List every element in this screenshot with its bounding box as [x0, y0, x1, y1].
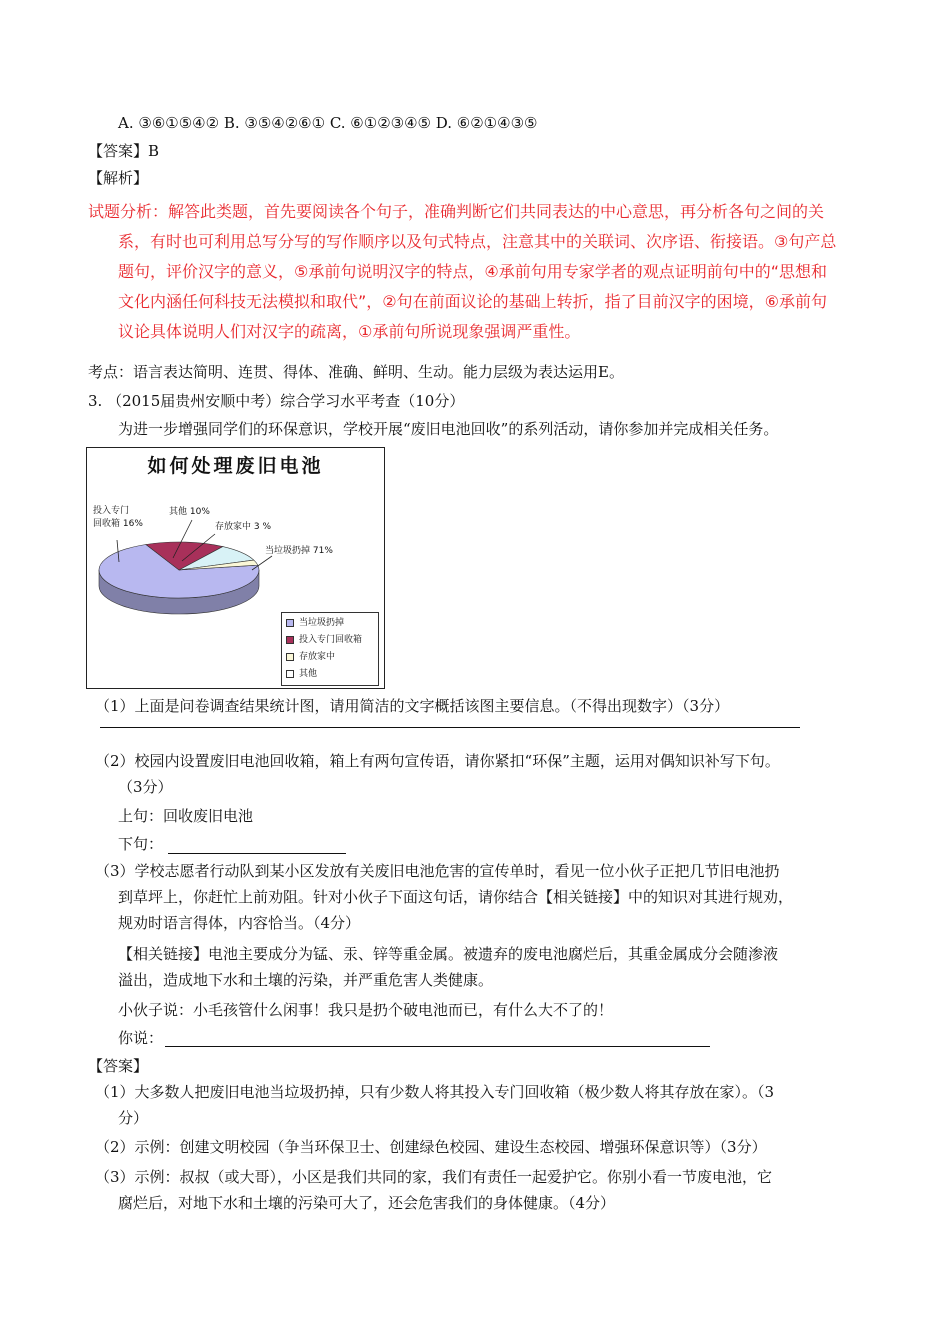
sub-question-3: （3）学校志愿者行动队到某小区发放有关废旧电池危害的宣传单时，看见一位小伙子正把几节旧电池扔 — [95, 862, 780, 880]
answer-label: 【答案】B — [88, 142, 160, 160]
legend-item — [286, 651, 335, 663]
sub-question-2-score: （3分） — [118, 778, 173, 796]
answer-label-2: 【答案】 — [88, 1057, 149, 1075]
analysis-line: 试题分析：解答此类题，首先要阅读各个句子，准确判断它们共同表达的中心意思，再分析各句之间的关 — [88, 202, 825, 221]
options-line: A. ③⑥①⑤④② B. ③⑤④②⑥① C. ⑥①②③④⑤ D. ⑥②①④③⑤ — [118, 114, 538, 132]
analysis-line: 议论具体说明人们对汉字的疏离，①承前句所说现象强调严重性。 — [118, 322, 581, 341]
lower-couplet-label: 下句： — [118, 835, 164, 853]
pie-chart — [86, 447, 385, 689]
legend-swatch — [286, 653, 294, 661]
answer-2: （2）示例：创建文明校园（争当环保卫士、创建绿色校园、建设生态校园、增强环保意识等）（3分） — [95, 1138, 767, 1156]
sub-question-3: 规劝时语言得体，内容恰当。（4分） — [118, 914, 361, 932]
question-3-intro: 为进一步增强同学们的环保意识，学校开展“废旧电池回收”的系列活动，请你参加并完成相关任务。 — [118, 420, 779, 438]
legend-label: 存放家中 — [299, 652, 336, 662]
legend-item — [286, 617, 344, 629]
related-link: 溢出，造成地下水和土壤的污染，并严重危害人类健康。 — [118, 971, 494, 989]
answer-3-cont: 腐烂后，对地下水和土壤的污染可大了，还会危害我们的身体健康。（4分） — [118, 1194, 616, 1212]
you-say-blank[interactable] — [165, 1046, 710, 1047]
you-say-label: 你说： — [118, 1029, 164, 1047]
label-home: 存放家中 3 % — [215, 522, 271, 532]
legend-swatch — [286, 670, 294, 678]
answer-1-cont: 分） — [118, 1109, 149, 1127]
sub-question-3: 到草坪上，你赶忙上前劝阻。针对小伙子下面这句话，请你结合【相关链接】中的知识对其进行规劝， — [118, 888, 794, 906]
legend-label: 其他 — [299, 669, 318, 679]
answer-blank-1[interactable] — [100, 727, 800, 728]
question-3-title: 3. （2015届贵州安顺中考）综合学习水平考查（10分） — [88, 392, 465, 410]
label-bin-2: 回收箱 16% — [93, 519, 143, 529]
legend-label: 当垃圾扔掉 — [299, 618, 345, 628]
analysis-line: 文化内涵任何科技无法模拟和取代”，②句在前面议论的基础上转折，指了目前汉字的困境，⑥承前句 — [118, 292, 827, 311]
young-man-quote: 小伙子说：小毛孩管什么闲事！我只是扔个破电池而已，有什么大不了的！ — [118, 1001, 614, 1019]
label-other: 其他 10% — [169, 507, 210, 517]
analysis-line: 题句，评价汉字的意义，⑤承前句说明汉字的特点，④承前句用专家学者的观点证明前句中的“思想和 — [118, 262, 827, 281]
label-bin-1: 投入专门 — [93, 506, 130, 516]
label-trash: 当垃圾扔掉 71% — [265, 546, 333, 556]
upper-couplet: 上句：回收废旧电池 — [118, 807, 254, 825]
legend-item — [286, 668, 317, 680]
legend-label: 投入专门回收箱 — [299, 635, 363, 645]
legend-item — [286, 634, 362, 646]
chart-title: 如何处理废旧电池 — [147, 455, 324, 477]
chart-legend — [281, 612, 379, 686]
sub-question-2: （2）校园内设置废旧电池回收箱，箱上有两句宣传语，请你紧扣“环保”主题，运用对偶知识补写下句。 — [95, 752, 780, 770]
related-link: 【相关链接】电池主要成分为锰、汞、锌等重金属。被遗弃的废电池腐烂后，其重金属成分会随渗液 — [118, 945, 779, 963]
answer-3: （3）示例：叔叔（或大哥），小区是我们共同的家，我们有责任一起爱护它。你别小看一节废电池，它 — [95, 1168, 773, 1186]
legend-swatch — [286, 636, 294, 644]
lower-couplet-blank[interactable] — [168, 853, 346, 854]
sub-question-1: （1）上面是问卷调查结果统计图，请用简洁的文字概括该图主要信息。（不得出现数字）（3分） — [95, 697, 730, 715]
legend-swatch — [286, 619, 294, 627]
kaodian-line: 考点：语言表达简明、连贯、得体、准确、鲜明、生动。能力层级为表达运用E。 — [88, 363, 624, 381]
analysis-line: 系，有时也可利用总写分写的写作顺序以及句式特点，注意其中的关联词、次序语、衔接语。③句产总 — [118, 232, 837, 251]
answer-1: （1）大多数人把废旧电池当垃圾扔掉，只有少数人将其投入专门回收箱（极少数人将其存放在家）。（3 — [95, 1083, 775, 1101]
analysis-label: 【解析】 — [88, 169, 149, 187]
